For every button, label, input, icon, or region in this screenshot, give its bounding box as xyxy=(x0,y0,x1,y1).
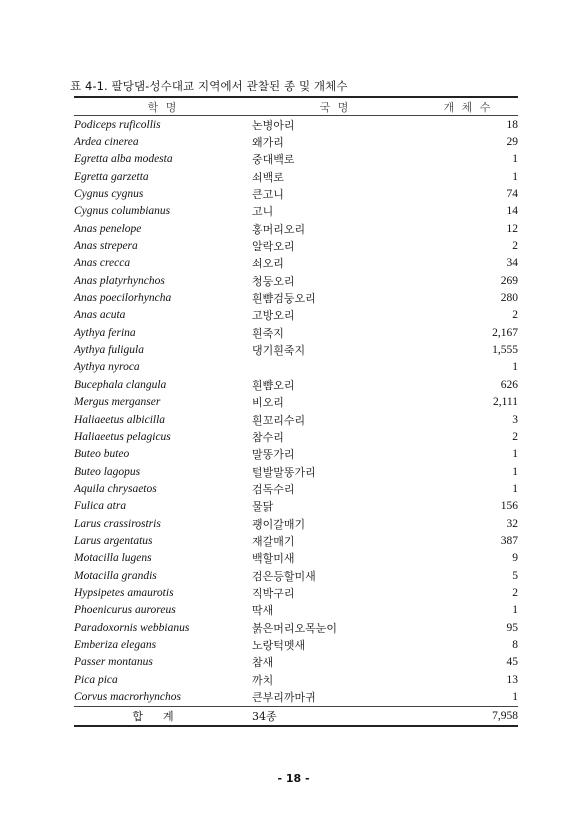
count-cell: 2 xyxy=(512,309,518,322)
korean-name-cell: 논병아리 xyxy=(252,118,295,132)
korean-name-cell: 백할미새 xyxy=(252,552,295,566)
scientific-name-cell: Haliaeetus albicilla xyxy=(74,413,166,426)
korean-name-cell: 흰꼬리수리 xyxy=(252,413,306,427)
korean-name-cell: 고방오리 xyxy=(252,309,295,323)
table-row xyxy=(74,203,518,220)
scientific-name-cell: Anas strepera xyxy=(74,240,138,253)
table-row xyxy=(74,636,518,653)
korean-name-cell: 참수리 xyxy=(252,430,284,444)
korean-name-cell xyxy=(252,359,418,376)
table-header-row xyxy=(74,97,518,116)
table-row xyxy=(74,498,518,515)
table-row xyxy=(74,567,518,584)
korean-name-cell: 노랑턱멧새 xyxy=(252,638,306,652)
korean-name-cell: 쇠오리 xyxy=(252,257,284,271)
korean-name-cell: 까치 xyxy=(252,673,274,687)
count-cell: 95 xyxy=(506,621,518,634)
table-row xyxy=(74,671,518,688)
table-row xyxy=(74,619,518,636)
korean-name-cell: 큰부리까마귀 xyxy=(252,691,316,705)
species-table xyxy=(74,96,518,727)
korean-name-cell: 물닭 xyxy=(252,500,274,514)
count-cell: 280 xyxy=(500,292,518,305)
scientific-name-cell: Mergus merganser xyxy=(74,396,161,409)
scientific-name-cell: Aythya ferina xyxy=(74,326,136,339)
table-row xyxy=(74,185,518,202)
count-cell: 9 xyxy=(512,552,518,565)
table-row xyxy=(74,584,518,601)
scientific-name-cell: Motacilla grandis xyxy=(74,569,157,582)
scientific-name-cell: Anas crecca xyxy=(74,257,131,270)
count-cell: 1,555 xyxy=(492,344,518,357)
scientific-name-cell: Bucephala clangula xyxy=(74,378,167,391)
scientific-name-cell: Pica pica xyxy=(74,673,118,686)
header-korean-name: 국 명 xyxy=(252,97,418,116)
korean-name-cell: 참새 xyxy=(252,656,274,670)
korean-name-cell: 중대백로 xyxy=(252,153,295,167)
korean-name-cell: 흰뺨검둥오리 xyxy=(252,292,316,306)
table-row xyxy=(74,515,518,532)
table-row xyxy=(74,550,518,567)
scientific-name-cell: Anas poecilorhyncha xyxy=(74,292,172,305)
count-cell: 13 xyxy=(506,673,518,686)
scientific-name-cell: Egretta garzetta xyxy=(74,170,149,183)
scientific-name-cell: Egretta alba modesta xyxy=(74,153,173,166)
table-row xyxy=(74,220,518,237)
count-cell: 34 xyxy=(506,257,518,270)
korean-name-cell: 검은등할미새 xyxy=(252,569,316,583)
scientific-name-cell: Passer montanus xyxy=(74,656,153,669)
species-table-body xyxy=(74,116,518,707)
count-cell: 2 xyxy=(512,586,518,599)
table-row xyxy=(74,341,518,358)
table-row xyxy=(74,359,518,376)
table-row xyxy=(74,255,518,272)
scientific-name-cell: Larus crassirostris xyxy=(74,517,161,530)
table-row xyxy=(74,428,518,445)
count-cell: 1 xyxy=(512,691,518,704)
korean-name-cell: 쇠백로 xyxy=(252,170,284,184)
scientific-name-cell: Larus argentatus xyxy=(74,534,153,547)
table-row xyxy=(74,463,518,480)
korean-name-cell: 붉은머리오목눈이 xyxy=(252,621,338,635)
count-cell: 1 xyxy=(512,604,518,617)
page-number: - 18 - xyxy=(277,772,310,785)
scientific-name-cell: Podiceps ruficollis xyxy=(74,118,161,131)
table-caption: 표 4-1. 팔당댐-성수대교 지역에서 관찰된 종 및 개체수 xyxy=(70,79,348,93)
count-cell: 626 xyxy=(500,378,518,391)
count-cell: 8 xyxy=(512,638,518,651)
table-row xyxy=(74,289,518,306)
korean-name-cell: 검독수리 xyxy=(252,482,295,496)
table-row xyxy=(74,324,518,341)
table-row xyxy=(74,168,518,185)
scientific-name-cell: Anas penelope xyxy=(74,222,142,235)
count-cell: 1 xyxy=(512,170,518,183)
count-cell: 269 xyxy=(500,274,518,287)
scientific-name-cell: Corvus macrorhynchos xyxy=(74,691,182,704)
count-cell: 156 xyxy=(500,500,518,513)
korean-name-cell: 털발말똥가리 xyxy=(252,465,316,479)
korean-name-cell: 흰뺨오리 xyxy=(252,378,295,392)
korean-name-cell: 괭이갈매기 xyxy=(252,517,306,531)
scientific-name-cell: Aythya fuligula xyxy=(74,344,144,357)
korean-name-cell: 흰죽지 xyxy=(252,326,284,340)
scientific-name-cell: Fulica atra xyxy=(74,500,127,513)
table-row xyxy=(74,602,518,619)
total-count: 7,958 xyxy=(418,706,518,726)
count-cell: 2,167 xyxy=(492,326,518,339)
table-row xyxy=(74,151,518,168)
count-cell: 74 xyxy=(506,188,518,201)
table-row xyxy=(74,411,518,428)
table-row xyxy=(74,654,518,671)
table-row xyxy=(74,688,518,706)
header-count: 개 체 수 xyxy=(418,97,518,116)
korean-name-cell: 큰고니 xyxy=(252,188,284,202)
scientific-name-cell: Aquila chrysaetos xyxy=(74,482,157,495)
table-row xyxy=(74,394,518,411)
korean-name-cell: 고니 xyxy=(252,205,274,219)
scientific-name-cell: Anas acuta xyxy=(74,309,126,322)
count-cell: 1 xyxy=(512,465,518,478)
scientific-name-cell: Paradoxornis webbianus xyxy=(74,621,190,634)
table-row xyxy=(74,446,518,463)
scientific-name-cell: Aythya nyroca xyxy=(74,361,140,374)
korean-name-cell: 직박구리 xyxy=(252,586,295,600)
count-cell: 29 xyxy=(506,136,518,149)
count-cell: 14 xyxy=(506,205,518,218)
table-row xyxy=(74,376,518,393)
header-scientific-name: 학 명 xyxy=(74,97,252,116)
scientific-name-cell: Anas platyrhynchos xyxy=(74,274,165,287)
count-cell: 18 xyxy=(506,118,518,131)
korean-name-cell: 딱새 xyxy=(252,604,274,618)
table-row xyxy=(74,133,518,150)
korean-name-cell: 재갈매기 xyxy=(252,534,295,548)
korean-name-cell: 알락오리 xyxy=(252,240,295,254)
korean-name-cell: 말똥가리 xyxy=(252,448,295,462)
korean-name-cell: 청둥오리 xyxy=(252,274,295,288)
table-row xyxy=(74,272,518,289)
scientific-name-cell: Ardea cinerea xyxy=(74,136,139,149)
count-cell: 1 xyxy=(512,482,518,495)
total-label: 합계 xyxy=(74,706,252,726)
scientific-name-cell: Phoenicurus auroreus xyxy=(74,604,176,617)
count-cell: 5 xyxy=(512,569,518,582)
table-row xyxy=(74,480,518,497)
table-row xyxy=(74,307,518,324)
korean-name-cell: 홍머리오리 xyxy=(252,222,306,236)
korean-name-cell: 댕기흰죽지 xyxy=(252,344,306,358)
count-cell: 3 xyxy=(512,413,518,426)
count-cell: 32 xyxy=(506,517,518,530)
scientific-name-cell: Motacilla lugens xyxy=(74,552,152,565)
count-cell: 2,111 xyxy=(492,396,518,409)
scientific-name-cell: Buteo lagopus xyxy=(74,465,141,478)
table-row xyxy=(74,116,518,134)
count-cell: 1 xyxy=(512,361,518,374)
count-cell: 45 xyxy=(506,656,518,669)
scientific-name-cell: Cygnus columbianus xyxy=(74,205,171,218)
total-species: 34종 xyxy=(252,706,418,726)
count-cell: 12 xyxy=(506,222,518,235)
scientific-name-cell: Cygnus cygnus xyxy=(74,188,144,201)
count-cell: 1 xyxy=(512,448,518,461)
scientific-name-cell: Hypsipetes amaurotis xyxy=(74,586,174,599)
korean-name-cell: 비오리 xyxy=(252,396,284,410)
scientific-name-cell: Haliaeetus pelagicus xyxy=(74,430,171,443)
korean-name-cell: 왜가리 xyxy=(252,136,284,150)
count-cell: 387 xyxy=(500,534,518,547)
total-row xyxy=(74,706,518,726)
count-cell: 2 xyxy=(512,240,518,253)
scientific-name-cell: Buteo buteo xyxy=(74,448,130,461)
count-cell: 1 xyxy=(512,153,518,166)
count-cell: 2 xyxy=(512,430,518,443)
table-row xyxy=(74,532,518,549)
scientific-name-cell: Emberiza elegans xyxy=(74,638,157,651)
table-row xyxy=(74,237,518,254)
